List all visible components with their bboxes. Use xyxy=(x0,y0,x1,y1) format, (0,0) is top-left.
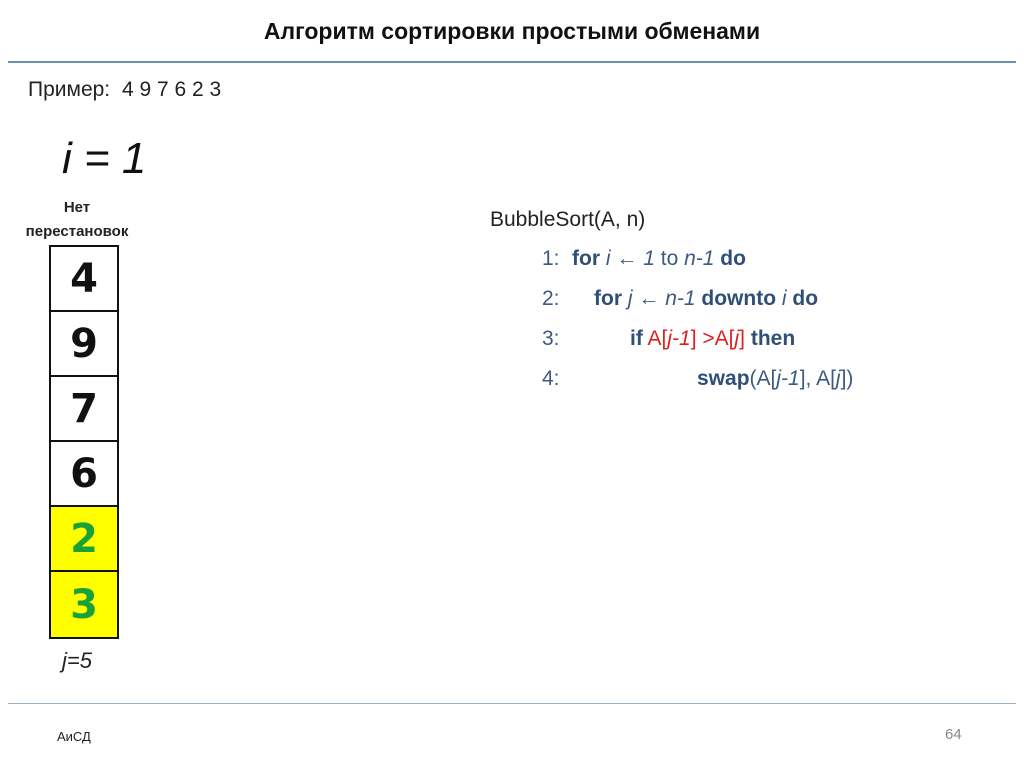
swap-args-mid: ], A[ xyxy=(799,367,836,390)
swap-args-close: ]) xyxy=(840,367,854,390)
loop-start: n-1 xyxy=(665,287,696,310)
footer-divider xyxy=(8,703,1016,704)
example-values: 4 9 7 6 2 3 xyxy=(121,78,222,101)
keyword-for: for xyxy=(572,247,600,270)
footer-course: АиСД xyxy=(57,729,91,744)
comparison: A[j-1] >A[j] xyxy=(647,327,746,350)
array-cell-highlighted: 2 xyxy=(51,507,117,572)
keyword-do: do xyxy=(792,287,819,310)
array-cell: 4 xyxy=(51,247,117,312)
code-line-2 xyxy=(490,286,853,326)
no-swaps-line2: перестановок xyxy=(25,223,129,240)
array-cell: 6 xyxy=(51,442,117,507)
keyword-to: to xyxy=(660,247,679,270)
loop-start: 1 xyxy=(643,247,655,270)
pseudocode-block xyxy=(490,208,853,406)
example-label: Пример: xyxy=(28,78,111,101)
keyword-swap: swap xyxy=(697,367,750,390)
array-cell: 9 xyxy=(51,312,117,377)
swap-args-open: (A[ xyxy=(749,367,777,390)
code-line-1 xyxy=(490,246,853,286)
keyword-if: if xyxy=(630,327,643,350)
code-line-4 xyxy=(490,366,853,406)
loop-var: j xyxy=(627,287,633,310)
assign-arrow: ← xyxy=(616,247,638,270)
page-number: 64 xyxy=(945,726,962,743)
no-swaps-line1: Нет xyxy=(63,199,91,216)
assign-arrow: ← xyxy=(638,287,660,310)
loop-end: i xyxy=(781,287,787,310)
keyword-downto: downto xyxy=(701,287,777,310)
swap-index-2: j xyxy=(835,367,841,390)
line-number: 2: xyxy=(542,287,560,310)
header-divider xyxy=(8,61,1016,63)
keyword-do: do xyxy=(720,247,746,270)
loop-var: i xyxy=(605,247,611,270)
slide-title: Алгоритм сортировки простыми обменами xyxy=(263,18,761,44)
code-line-3 xyxy=(490,326,853,366)
array-column xyxy=(49,245,119,639)
loop-end: n-1 xyxy=(684,247,715,270)
swap-index-1: j-1 xyxy=(776,367,800,390)
array-cell-highlighted: 3 xyxy=(51,572,117,637)
example-line xyxy=(28,78,221,102)
keyword-then: then xyxy=(750,327,796,350)
line-number: 3: xyxy=(542,327,560,350)
keyword-for: for xyxy=(594,287,622,310)
array-cell: 7 xyxy=(51,377,117,442)
no-swaps-note xyxy=(14,196,140,244)
line-number: 4: xyxy=(542,367,560,390)
i-iteration-label: i = 1 xyxy=(62,134,147,183)
j-index-label: j=5 xyxy=(62,648,92,673)
pseudocode-signature: BubbleSort(A, n) xyxy=(490,208,646,231)
line-number: 1: xyxy=(542,247,560,270)
